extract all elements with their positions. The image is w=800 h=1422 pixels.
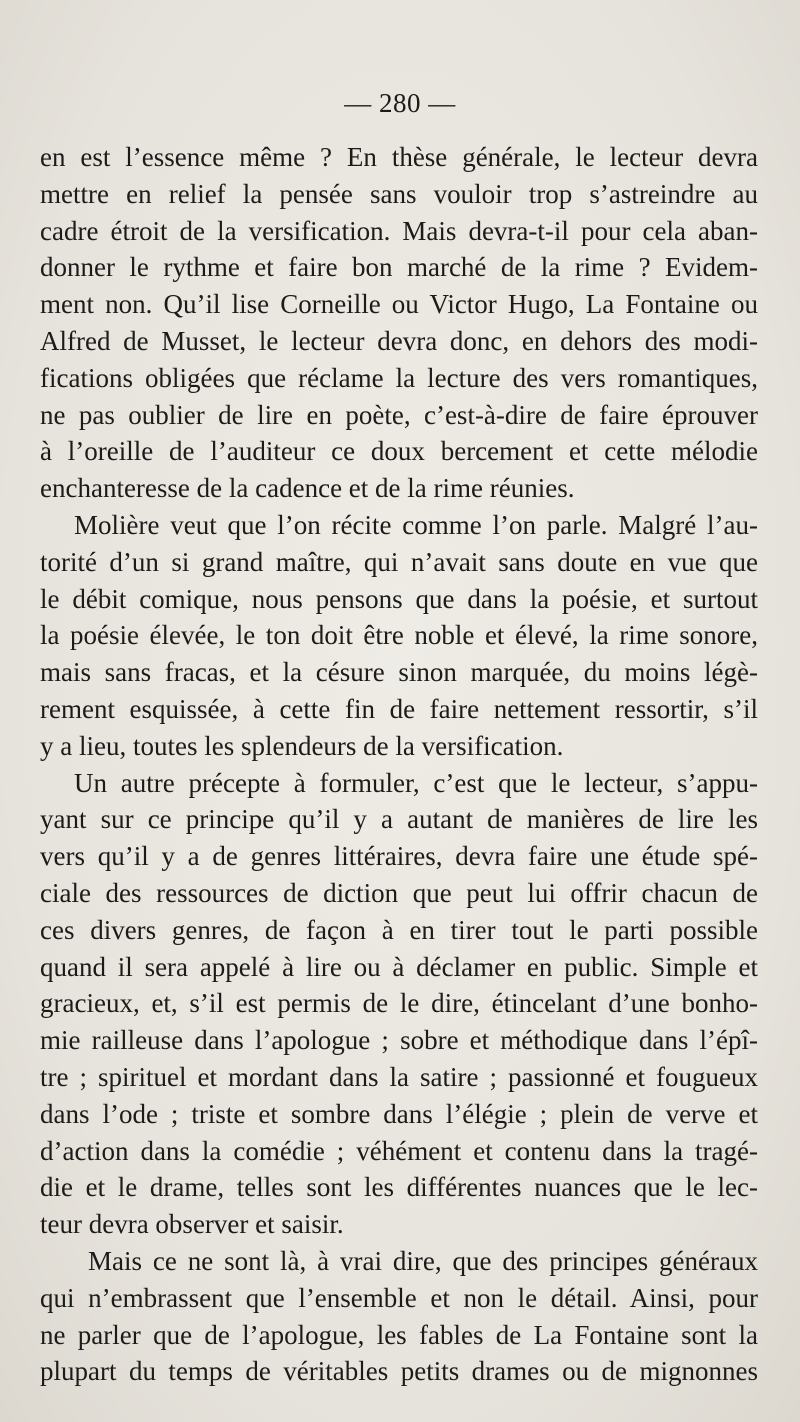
text-line: gracieux, et, s’il est permis de le dire, étincelant d’une bonho- [40, 988, 758, 1019]
page-number: — 280 — [344, 88, 456, 118]
text-line: ces divers genres, de façon à en tirer tout le parti possible [40, 914, 758, 945]
text-line: d’action dans la comédie ; véhément et contenu dans la tragé- [40, 1135, 758, 1166]
text-line: teur devra observer et saisir. [40, 1209, 344, 1240]
text-line: mettre en relief la pensée sans vouloir trop s’astreindre au [40, 178, 758, 209]
paragraph-first-line: Molière veut que l’on récite comme l’on parle. Malgré l’au- [74, 509, 758, 540]
text-line: donner le rythme et faire bon marché de la rime ? Evidem- [40, 252, 758, 283]
text-line: ment non. Qu’il lise Corneille ou Victor Hugo, La Fontaine ou [40, 289, 758, 320]
text-line: cadre étroit de la versification. Mais devra-t-il pour cela aban- [40, 215, 758, 246]
text-line: plupart du temps de véritables petits drames ou de mignonnes [40, 1356, 758, 1387]
text-line: vers qu’il y a de genres littéraires, devra faire une étude spé- [40, 841, 758, 872]
text-line: torité d’un si grand maître, qui n’avait sans doute en vue que [40, 546, 758, 577]
body-text [40, 139, 758, 1390]
text-line: dans l’ode ; triste et sombre dans l’élégie ; plein de verve et [40, 1098, 758, 1129]
text-line: ne pas oublier de lire en poète, c’est-à-dire de faire éprouver [40, 399, 758, 430]
text-line: die et le drame, telles sont les différentes nuances que le lec- [40, 1172, 758, 1203]
text-line: enchanteresse de la cadence et de la rime réunies. [40, 473, 575, 504]
text-line: rement esquissée, à cette fin de faire nettement ressortir, s’il [40, 693, 758, 724]
text-line: Alfred de Musset, le lecteur devra donc, en dehors des modi- [40, 325, 758, 356]
text-line: la poésie élevée, le ton doit être noble et élevé, la rime sonore, [40, 620, 758, 651]
text-line: yant sur ce principe qu’il y a autant de manières de lire les [40, 804, 758, 835]
text-line: le débit comique, nous pensons que dans la poésie, et surtout [40, 583, 758, 614]
text-line: en est l’essence même ? En thèse générale, le lecteur devra [40, 142, 758, 172]
text-line: tre ; spirituel et mordant dans la satire ; passionné et fougueux [40, 1061, 758, 1092]
text-line: qui n’embrassent que l’ensemble et non le détail. Ainsi, pour [40, 1282, 758, 1313]
text-line: fications obligées que réclame la lecture des vers romantiques, [40, 362, 758, 393]
paragraph-first-line: Mais ce ne sont là, à vrai dire, que des principes généraux [88, 1245, 758, 1276]
text-line: y a lieu, toutes les splendeurs de la versification. [40, 730, 564, 761]
text-line: mais sans fracas, et la césure sinon marquée, du moins légè- [40, 657, 758, 688]
text-line: ne parler que de l’apologue, les fables de La Fontaine sont la [40, 1319, 758, 1350]
text-line: ciale des ressources de diction que peut lui offrir chacun de [40, 877, 758, 908]
paragraph-first-line: Un autre précepte à formuler, c’est que le lecteur, s’appu- [74, 767, 758, 798]
text-line: à l’oreille de l’auditeur ce doux bercement et cette mélodie [40, 436, 758, 467]
text-line: mie railleuse dans l’apologue ; sobre et méthodique dans l’épî- [40, 1025, 758, 1056]
text-line: quand il sera appelé à lire ou à déclamer en public. Simple et [40, 951, 758, 982]
